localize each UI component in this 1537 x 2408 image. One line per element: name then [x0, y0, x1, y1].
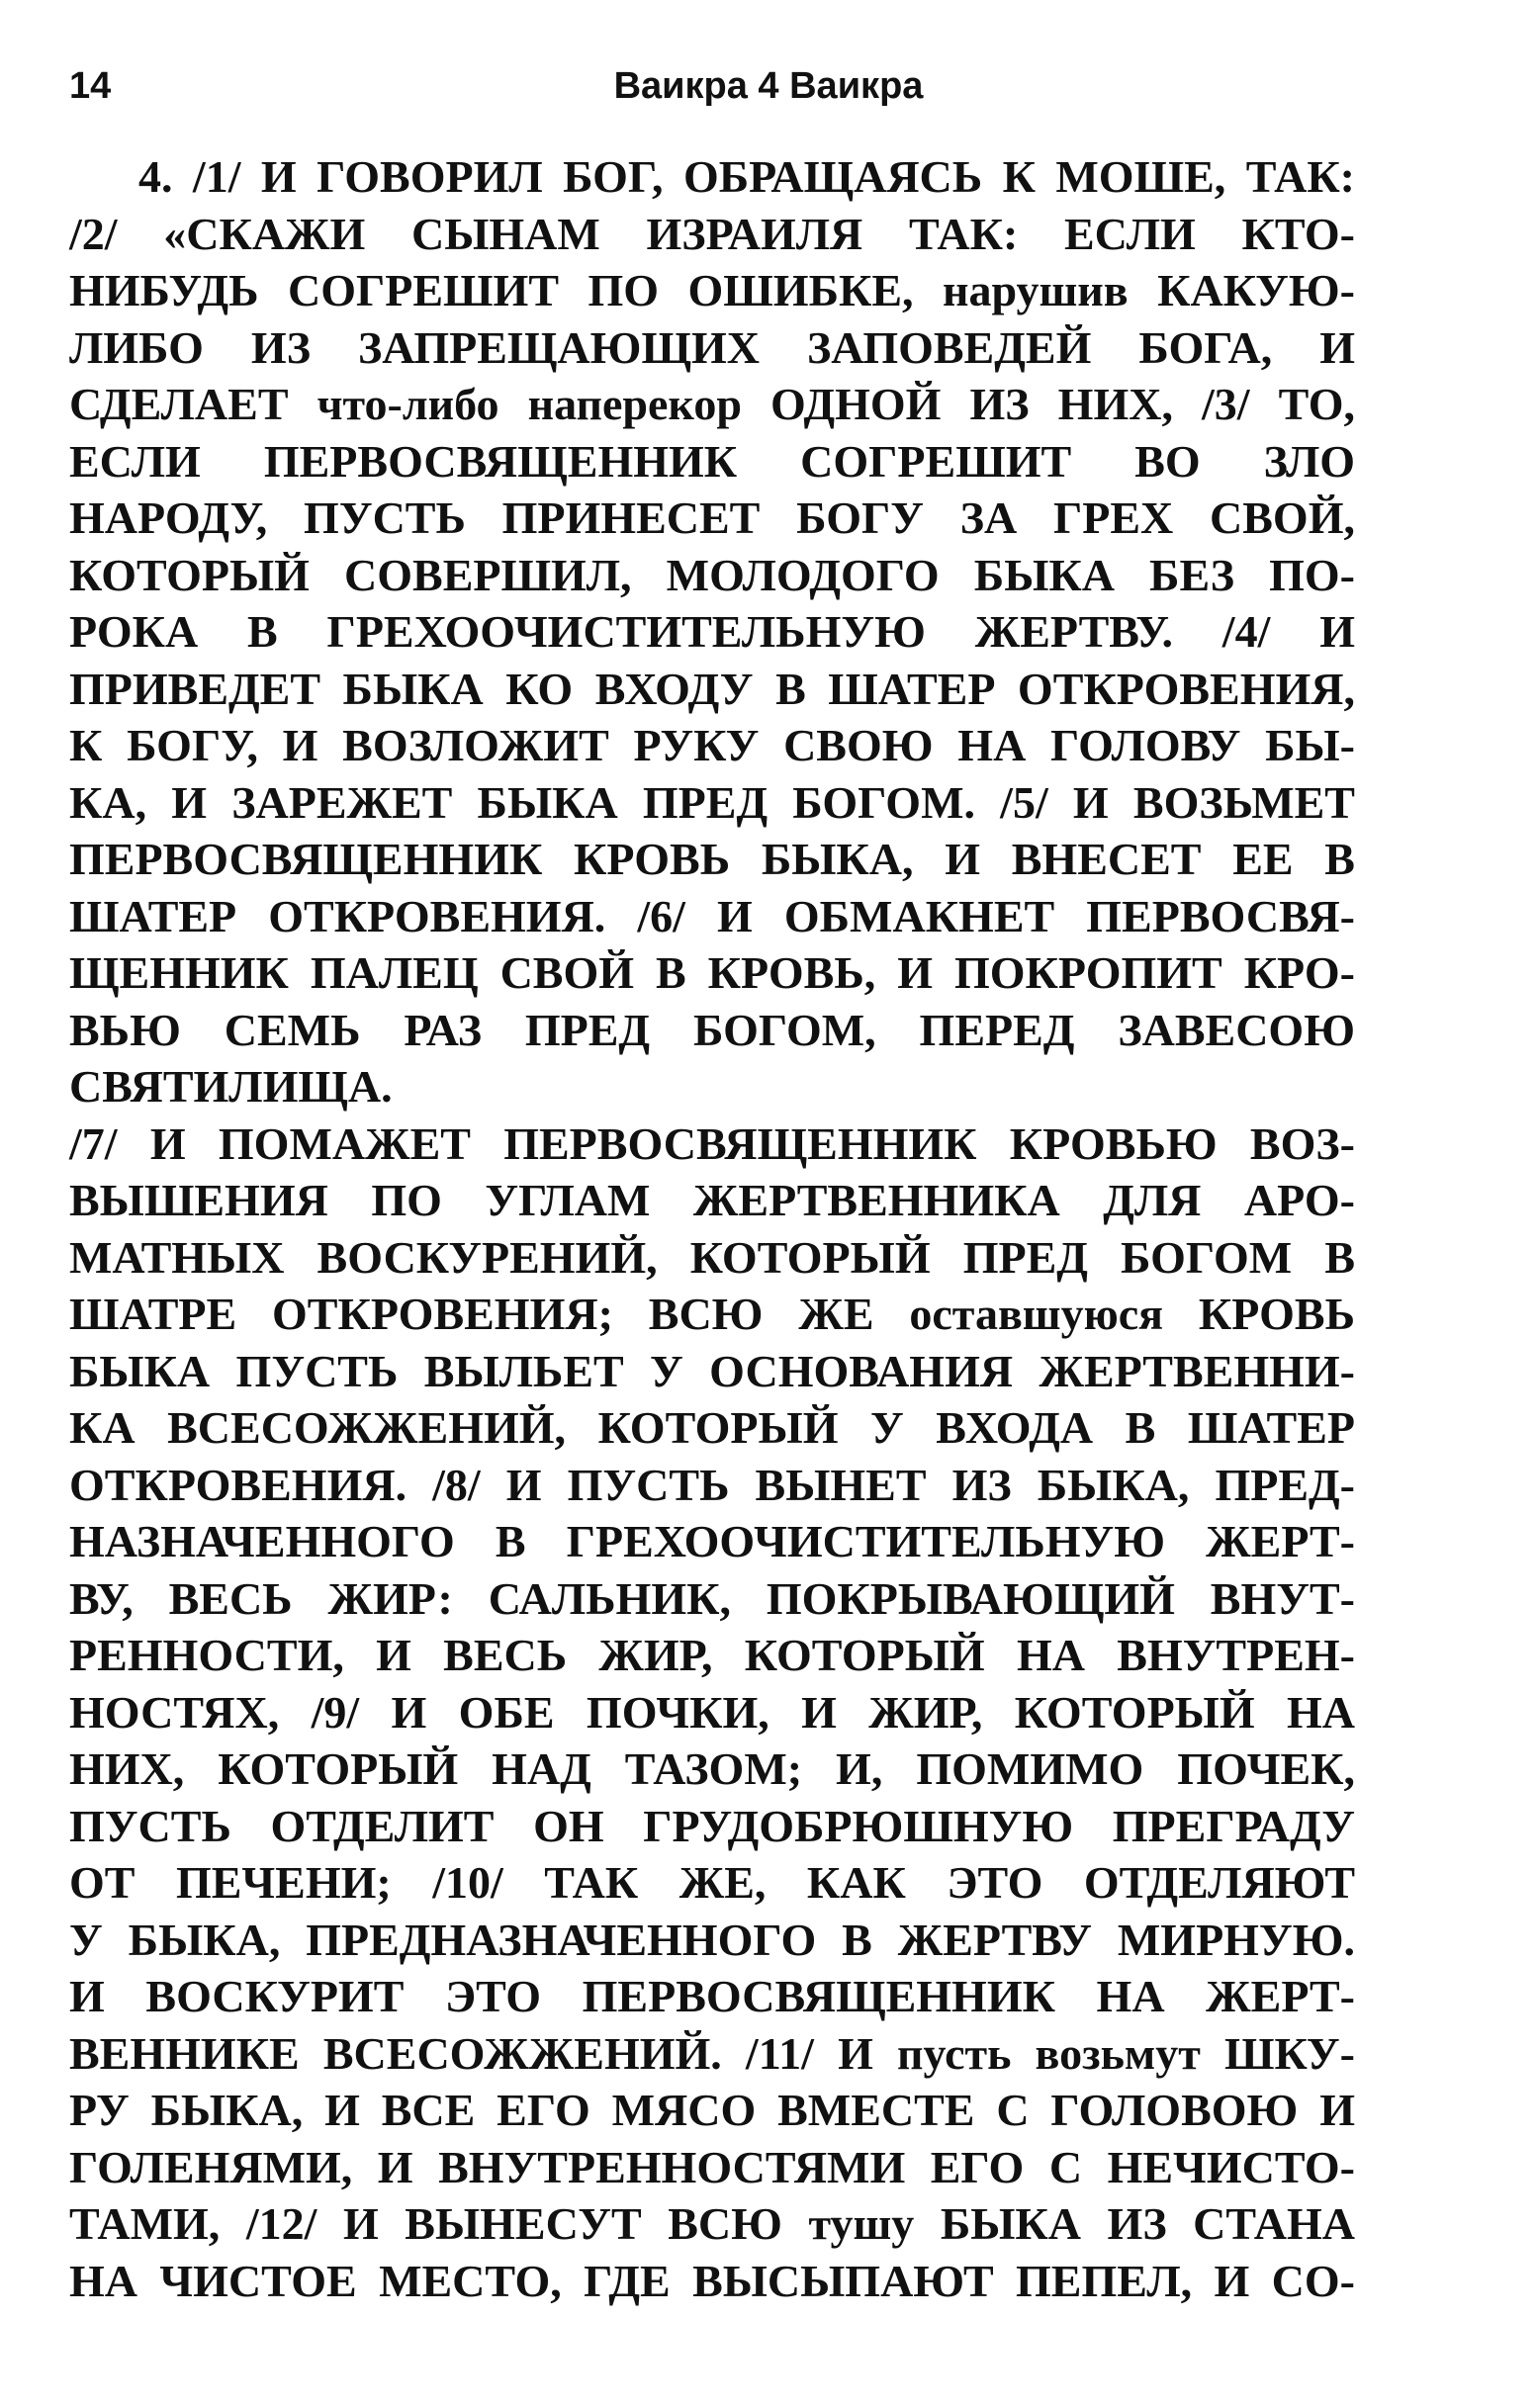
text-line: /7/ И ПОМАЖЕТ ПЕРВОСВЯЩЕННИК КРОВЬЮ ВОЗ-	[69, 1117, 1355, 1169]
text-line: ВУ, ВЕСЬ ЖИР: САЛЬНИК, ПОКРЫВАЮЩИЙ ВНУТ-	[69, 1572, 1355, 1624]
text-line: СВЯТИЛИЩА.	[69, 1061, 393, 1112]
text-line: ТАМИ, /12/ И ВЫНЕСУТ ВСЮ тушу БЫКА ИЗ СТАНА	[69, 2198, 1355, 2249]
text-line: ЕСЛИ ПЕРВОСВЯЩЕННИК СОГРЕШИТ ВО ЗЛО	[69, 435, 1355, 487]
text-line: ШАТЕР ОТКРОВЕНИЯ. /6/ И ОБМАКНЕТ ПЕРВОСВЯ-	[69, 890, 1355, 941]
text-line: ВЬЮ СЕМЬ РАЗ ПРЕД БОГОМ, ПЕРЕД ЗАВЕСОЮ	[69, 1004, 1355, 1055]
text-line: ОТ ПЕЧЕНИ; /10/ ТАК ЖЕ, КАК ЭТО ОТДЕЛЯЮТ	[69, 1857, 1355, 1908]
text-line: НАЗНАЧЕННОГО В ГРЕХООЧИСТИТЕЛЬНУЮ ЖЕРТ-	[69, 1516, 1355, 1566]
text-line: ПУСТЬ ОТДЕЛИТ ОН ГРУДОБРЮШНУЮ ПРЕГРАДУ	[69, 1800, 1355, 1851]
text-line: РЕННОСТИ, И ВЕСЬ ЖИР, КОТОРЫЙ НА ВНУТРЕН-	[69, 1630, 1355, 1680]
text-line: КОТОРЫЙ СОВЕРШИЛ, МОЛОДОГО БЫКА БЕЗ ПО-	[69, 549, 1355, 600]
text-line: И ВОСКУРИТ ЭТО ПЕРВОСВЯЩЕННИК НА ЖЕРТ-	[69, 1971, 1355, 2021]
running-title: Ваикра 4 Ваикра	[613, 65, 924, 107]
text-line: ЛИБО ИЗ ЗАПРЕЩАЮЩИХ ЗАПОВЕДЕЙ БОГА, И	[69, 321, 1355, 373]
text-line: У БЫКА, ПРЕДНАЗНАЧЕННОГО В ЖЕРТВУ МИРНУЮ.	[69, 1914, 1355, 1965]
text-line: НОСТЯХ, /9/ И ОБЕ ПОЧКИ, И ЖИР, КОТОРЫЙ НА	[69, 1686, 1355, 1738]
text-line: ЩЕННИК ПАЛЕЦ СВОЙ В КРОВЬ, И ПОКРОПИТ КРО-	[69, 947, 1355, 998]
text-line: ВЕННИКЕ ВСЕСОЖЖЕНИЙ. /11/ И пусть возьмут ШКУ-	[69, 2027, 1355, 2079]
text-line: ПРИВЕДЕТ БЫКА КО ВХОДУ В ШАТЕР ОТКРОВЕНИЯ,	[69, 663, 1355, 714]
text-line: ПЕРВОСВЯЩЕННИК КРОВЬ БЫКА, И ВНЕСЕТ ЕЕ В	[69, 834, 1355, 884]
text-line: КА, И ЗАРЕЖЕТ БЫКА ПРЕД БОГОМ. /5/ И ВОЗЬМЕТ	[69, 776, 1355, 828]
text-line: РУ БЫКА, И ВСЕ ЕГО МЯСО ВМЕСТЕ С ГОЛОВОЮ И	[69, 2085, 1355, 2135]
text-line: ГОЛЕНЯМИ, И ВНУТРЕННОСТЯМИ ЕГО С НЕЧИСТО-	[69, 2141, 1355, 2192]
text-line: 4. /1/ И ГОВОРИЛ БОГ, ОБРАЩАЯСЬ К МОШЕ, ТАК:	[138, 151, 1355, 202]
text-line: РОКА В ГРЕХООЧИСТИТЕЛЬНУЮ ЖЕРТВУ. /4/ И	[69, 606, 1355, 657]
text-line: МАТНЫХ ВОСКУРЕНИЙ, КОТОРЫЙ ПРЕД БОГОМ В	[69, 1231, 1355, 1283]
text-line: СДЕЛАЕТ что-либо наперекор ОДНОЙ ИЗ НИХ, /3/ ТО,	[69, 379, 1355, 429]
text-line: НА ЧИСТОЕ МЕСТО, ГДЕ ВЫСЫПАЮТ ПЕПЕЛ, И СО-	[69, 2255, 1355, 2306]
text-line: КА ВСЕСОЖЖЕНИЙ, КОТОРЫЙ У ВХОДА В ШАТЕР	[69, 1402, 1355, 1453]
text-line: НИХ, КОТОРЫЙ НАД ТАЗОМ; И, ПОМИМО ПОЧЕК,	[69, 1743, 1355, 1794]
text-line: К БОГУ, И ВОЗЛОЖИТ РУКУ СВОЮ НА ГОЛОВУ БЫ-	[69, 720, 1355, 770]
running-head	[0, 61, 1537, 121]
text-line: НИБУДЬ СОГРЕШИТ ПО ОШИБКЕ, нарушив КАКУЮ-	[69, 265, 1355, 315]
text-line: ВЫШЕНИЯ ПО УГЛАМ ЖЕРТВЕННИКА ДЛЯ АРО-	[69, 1175, 1355, 1225]
page-number: 14	[69, 65, 112, 107]
text-line: БЫКА ПУСТЬ ВЫЛЬЕТ У ОСНОВАНИЯ ЖЕРТВЕННИ-	[69, 1345, 1355, 1396]
text-line: ОТКРОВЕНИЯ. /8/ И ПУСТЬ ВЫНЕТ ИЗ БЫКА, ПРЕД-	[69, 1459, 1355, 1510]
text-line: НАРОДУ, ПУСТЬ ПРИНЕСЕТ БОГУ ЗА ГРЕХ СВОЙ,	[69, 492, 1355, 543]
body-text	[69, 148, 1355, 2309]
text-line: /2/ «СКАЖИ СЫНАМ ИЗРАИЛЯ ТАК: ЕСЛИ КТО-	[69, 208, 1355, 259]
text-line: ШАТРЕ ОТКРОВЕНИЯ; ВСЮ ЖЕ оставшуюся КРОВЬ	[69, 1289, 1355, 1339]
